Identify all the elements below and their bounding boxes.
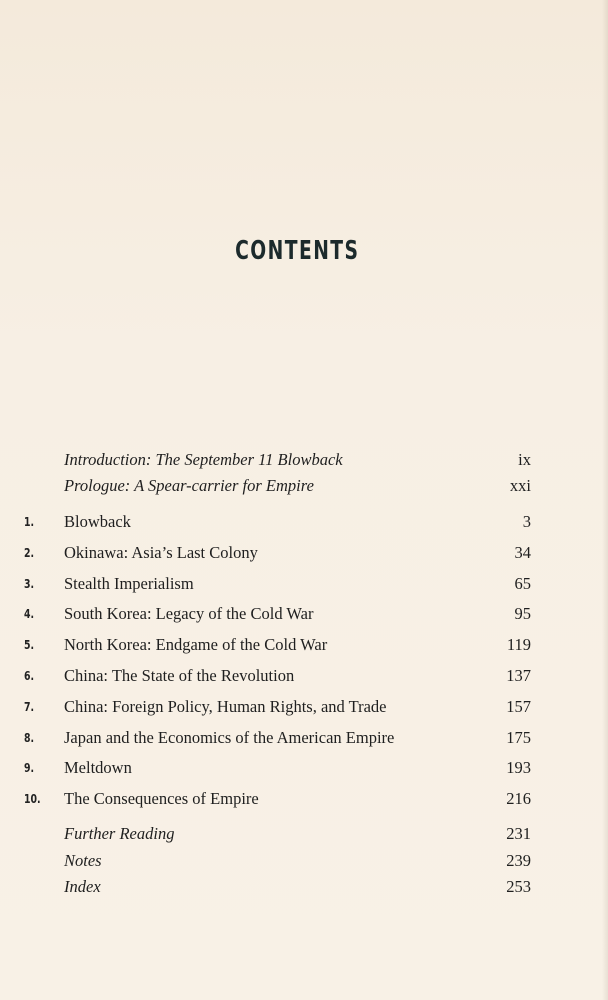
chapter-page: 65: [514, 574, 531, 593]
toc-entry-page: xxi: [509, 476, 531, 495]
toc-entry-page: 239: [506, 851, 531, 870]
toc-entry-label: Introduction: The September 11 Blowback: [64, 450, 343, 469]
chapter-title: North Korea: Endgame of the Cold War: [64, 635, 328, 654]
chapter-number: 3.: [24, 577, 35, 591]
toc-entry-prologue: [0, 473, 608, 499]
toc-chapter-8: [0, 725, 608, 751]
chapter-number: 1.: [24, 515, 35, 529]
chapter-number: 8.: [24, 731, 35, 745]
chapter-page: 95: [514, 604, 531, 623]
toc-chapter-9: [0, 755, 608, 781]
toc-entry-label: Notes: [64, 851, 102, 870]
toc-entry-label: Prologue: A Spear-carrier for Empire: [64, 476, 314, 495]
toc-entry-further-reading: [0, 821, 608, 847]
toc-chapter-2: [0, 540, 608, 566]
chapter-number: 10.: [24, 792, 41, 806]
chapter-number: 6.: [24, 669, 35, 683]
toc-chapter-5: [0, 632, 608, 658]
chapter-title: Blowback: [64, 512, 131, 531]
toc-entry-index: [0, 874, 608, 900]
toc-chapter-10: [0, 786, 608, 812]
chapter-page: 119: [506, 635, 531, 654]
chapter-number: 7.: [24, 700, 35, 714]
chapter-number: 2.: [24, 546, 35, 560]
chapter-title: Meltdown: [64, 758, 132, 777]
chapter-title: Japan and the Economics of the American Empire: [64, 728, 395, 747]
chapter-title: China: Foreign Policy, Human Rights, and Trade: [64, 697, 387, 716]
chapter-title: South Korea: Legacy of the Cold War: [64, 604, 314, 623]
chapter-page: 216: [506, 789, 531, 808]
chapter-title: Okinawa: Asia’s Last Colony: [64, 543, 258, 562]
toc-chapter-1: [0, 509, 608, 535]
chapter-page: 193: [506, 758, 531, 777]
toc-entry-notes: [0, 848, 608, 874]
page-title: CONTENTS: [235, 236, 360, 266]
toc-chapter-7: [0, 694, 608, 720]
chapter-page: 157: [506, 697, 531, 716]
chapter-number: 5.: [24, 638, 35, 652]
chapter-page: 137: [506, 666, 531, 685]
toc-entry-page: 253: [506, 877, 531, 896]
chapter-number: 9.: [24, 761, 35, 775]
chapter-page: 34: [514, 543, 531, 562]
toc-entry-introduction: [0, 447, 608, 473]
toc-entry-page: 231: [506, 824, 531, 843]
chapter-number: 4.: [24, 607, 35, 621]
toc-chapter-3: [0, 571, 608, 597]
toc-chapter-6: [0, 663, 608, 689]
toc-entry-label: Further Reading: [64, 824, 175, 843]
chapter-title: The Consequences of Empire: [64, 789, 259, 808]
toc-entry-page: ix: [518, 450, 531, 469]
toc-chapter-4: [0, 601, 608, 627]
chapter-title: Stealth Imperialism: [64, 574, 194, 593]
chapter-page: 175: [506, 728, 531, 747]
chapter-title: China: The State of the Revolution: [64, 666, 295, 685]
toc-entry-label: Index: [64, 877, 101, 896]
chapter-page: 3: [522, 512, 531, 531]
